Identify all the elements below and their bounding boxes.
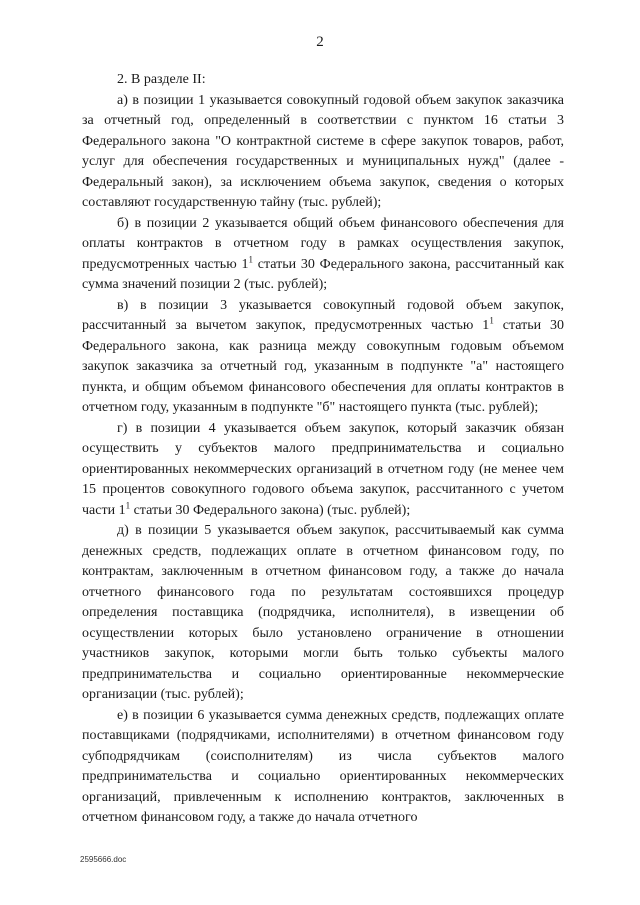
paragraph-v-text-2: статьи 30 Федерального закона, как разница между совокупным годовым объемом закупок заказчика за отчетный год, указанным в подпункте "а" настоящего пункта, и общим объемом финансового обеспечения для оплаты контрактов в отчетном году, указанным в подпункте "б" настоящего пункта (тыс. рублей); xyxy=(82,318,564,415)
paragraph-g-text-1: г) в позиции 4 указывается объем закупок, который заказчик обязан осуществить у субъектов малого предпринимательства и социально ориентированных некоммерческих организаций в отчетном году (не менее чем 15 процентов совокупного годового объема закупок, рассчитанного с учетом части 1 xyxy=(82,420,564,518)
paragraph-a xyxy=(82,91,564,214)
superscript: 1 xyxy=(489,315,494,326)
paragraph-g-text-2: статьи 30 Федерального закона) (тыс. рублей); xyxy=(130,502,411,518)
superscript: 1 xyxy=(248,253,253,264)
paragraph-e-text: е) в позиции 6 указывается сумма денежных средств, подлежащих оплате поставщиками (подрядчиками, исполнителями) в отчетном финансовом году субподрядчикам (соисполнителям) из числа субъектов малого предпринимательства и социально ориентированных некоммерческих организаций, привлеченным к исполнению контрактов, заключенных в отчетном финансовом году, а также до начала отчетного xyxy=(82,707,564,825)
paragraph-e xyxy=(82,706,564,829)
superscript: 1 xyxy=(125,499,131,510)
paragraph-a-text: а) в позиции 1 указывается совокупный годовой объем закупок заказчика за отчетный год, определенный в соответствии с пунктом 16 статьи 3 Федерального закона "О контрактной системе в сфере закупок товаров, работ, услуг для обеспечения государственных и муниципальных нужд" (далее - Федеральный закон), за исключением объема закупок, сведения о которых составляют государственную тайну (тыс. рублей); xyxy=(82,92,564,210)
paragraph-b-text-2: статьи 30 Федерального закона, рассчитанный как сумма значений позиции 2 (тыс. рублей); xyxy=(82,256,565,292)
paragraph-b xyxy=(82,214,564,296)
paragraph-v xyxy=(82,296,564,419)
paragraph-v-text-1: в) в позиции 3 указывается совокупный годовой объем закупок, рассчитанный за вычетом закупок, предусмотренных частью 1 xyxy=(82,297,564,333)
paragraph-d-text: д) в позиции 5 указывается объем закупок, рассчитываемый как сумма денежных средств, подлежащих оплате в отчетном финансовом году, по контрактам, заключенным в отчетном финансовом году, а также до начала отчетного финансового года по результатам состоявшихся процедур определения поставщика (подрядчика, исполнителя), в извещении об осуществлении которых было установлено ограничение в отношении участников закупок, которыми могли быть только субъекты малого предпринимательства и социально ориентированные некоммерческие организации (тыс. рублей); xyxy=(82,523,564,702)
paragraph-d xyxy=(82,521,564,706)
paragraph-b-text-1: б) в позиции 2 указывается общий объем финансового обеспечения для оплаты контрактов в отчетном году в рамках осуществления закупок, предусмотренных частью 1 xyxy=(82,215,564,272)
footer-filename: 2595666.doc xyxy=(80,855,127,864)
section-heading: 2. В разделе II: xyxy=(117,72,206,87)
document-body xyxy=(82,70,564,829)
paragraph-g xyxy=(82,419,564,522)
page-number: 2 xyxy=(316,34,324,50)
